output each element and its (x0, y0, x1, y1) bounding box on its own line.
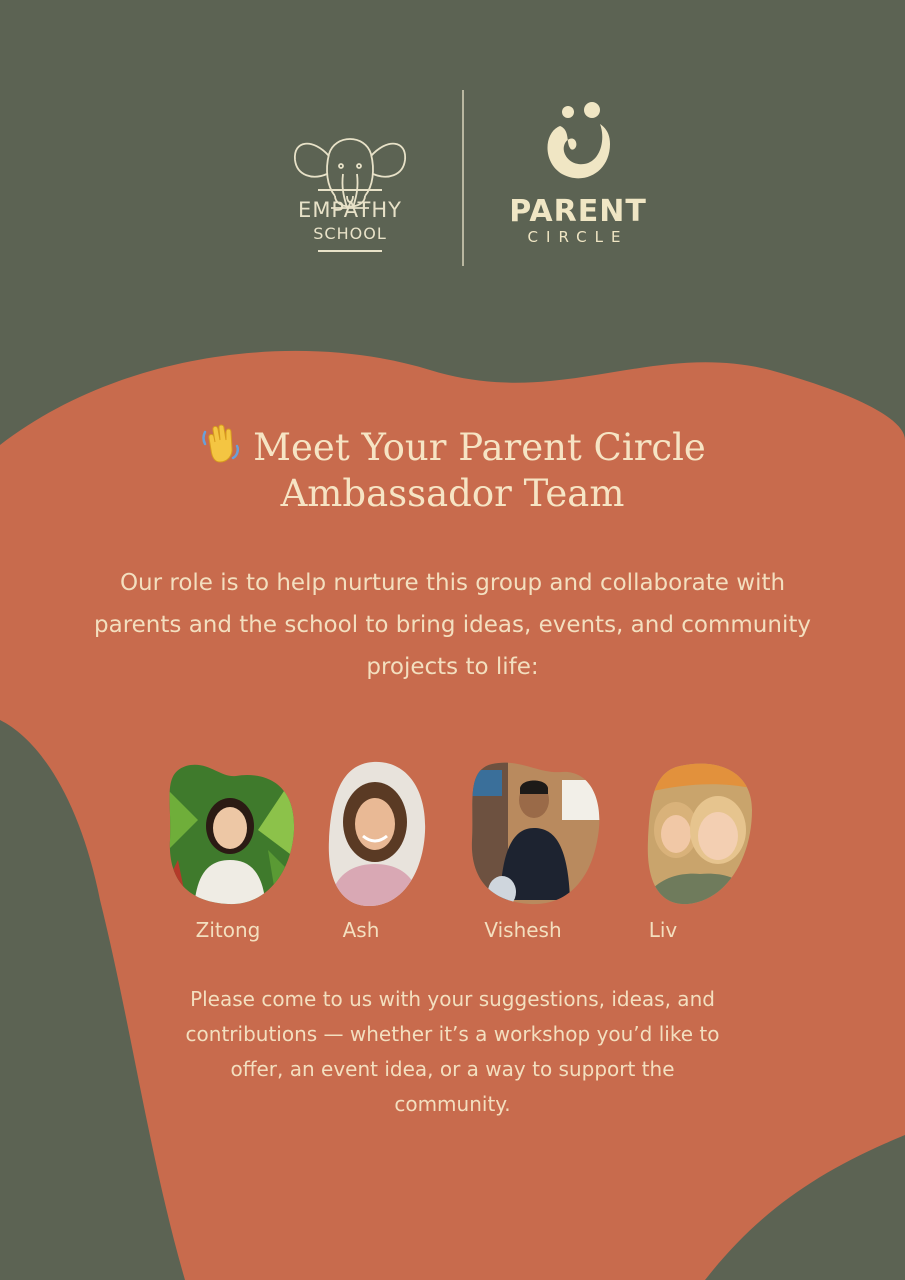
team-member-name: Ash (342, 918, 380, 942)
header-logos (0, 0, 905, 300)
team-member-ash (298, 760, 458, 910)
page-title (90, 422, 815, 517)
team-member-zitong (148, 760, 308, 910)
empathy-top-rule (318, 189, 382, 191)
team-member-name: Vishesh (484, 918, 562, 942)
parent-child-icon (540, 102, 616, 186)
empathy-bottom-rule (318, 250, 382, 252)
page-title-text: Meet Your Parent Circle Ambassador Team (253, 426, 706, 515)
parent-circle-sub: CIRCLE (527, 228, 629, 246)
logo-divider (462, 90, 464, 266)
waving-hand-icon (199, 422, 243, 466)
team-member-name: Zitong (195, 918, 261, 942)
zitong-photo (158, 760, 298, 910)
team-member-name: Liv (648, 918, 678, 942)
parent-circle-name: PARENT (509, 194, 647, 229)
vishesh-photo (462, 760, 602, 910)
liv-photo (640, 760, 760, 910)
empathy-school-sub: SCHOOL (313, 224, 387, 243)
closing-paragraph: Please come to us with your suggestions, ideas, and contributions — whether it’s a workshop you’d like to offer, an event idea, or a way to support the community. (185, 987, 720, 1116)
intro-paragraph: Our role is to help nurture this group and collaborate with parents and the school to bring ideas, events, and community projects to life: (94, 570, 811, 680)
empathy-school-name: EMPATHY (298, 198, 402, 222)
ash-photo (323, 760, 433, 910)
team-member-vishesh (452, 760, 612, 910)
team-member-liv (620, 760, 780, 910)
